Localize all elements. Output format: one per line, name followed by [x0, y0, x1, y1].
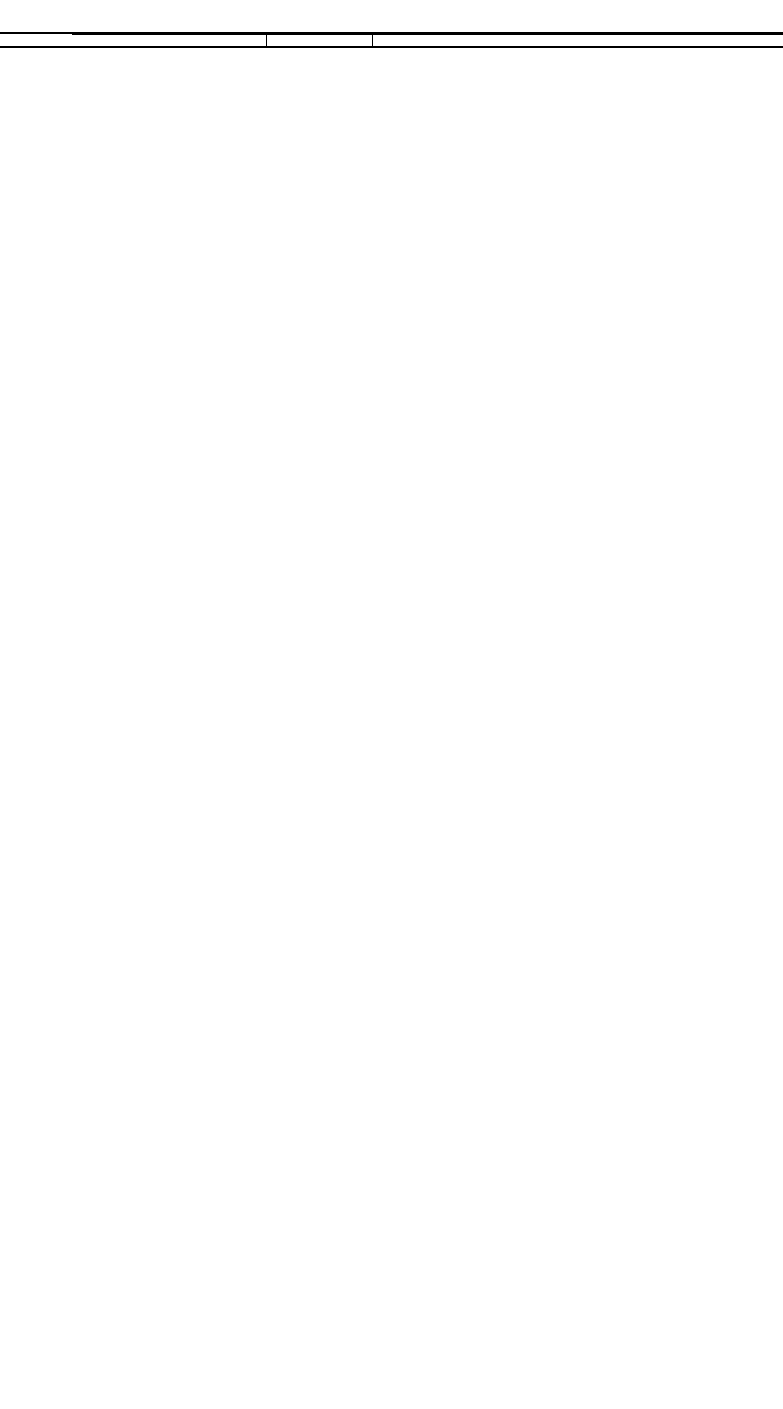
header-gni-real	[310, 35, 372, 47]
unit-pct	[590, 47, 640, 48]
header-per-capita-comp	[706, 35, 783, 47]
header-row-2	[0, 35, 783, 47]
statistics-table	[0, 32, 783, 48]
header-per-capita-gdp	[640, 35, 706, 47]
header-moku	[154, 35, 206, 47]
unit-pct	[206, 47, 266, 48]
unit-oku	[372, 47, 454, 48]
header-ni-comp	[506, 35, 640, 47]
unit-pct	[454, 47, 506, 48]
header-year	[0, 47, 72, 48]
unit-pct	[154, 47, 206, 48]
unit-oku	[506, 47, 590, 48]
header-gni-nominal	[266, 35, 310, 47]
unit-prev-pct	[706, 47, 783, 48]
header-ni-nominal	[372, 35, 506, 47]
unit-sen	[640, 47, 706, 48]
header-row-units	[0, 47, 783, 48]
header-nominal	[72, 35, 154, 47]
unit-oku	[72, 47, 154, 48]
unit-pct	[266, 47, 310, 48]
unit-pct	[310, 47, 372, 48]
